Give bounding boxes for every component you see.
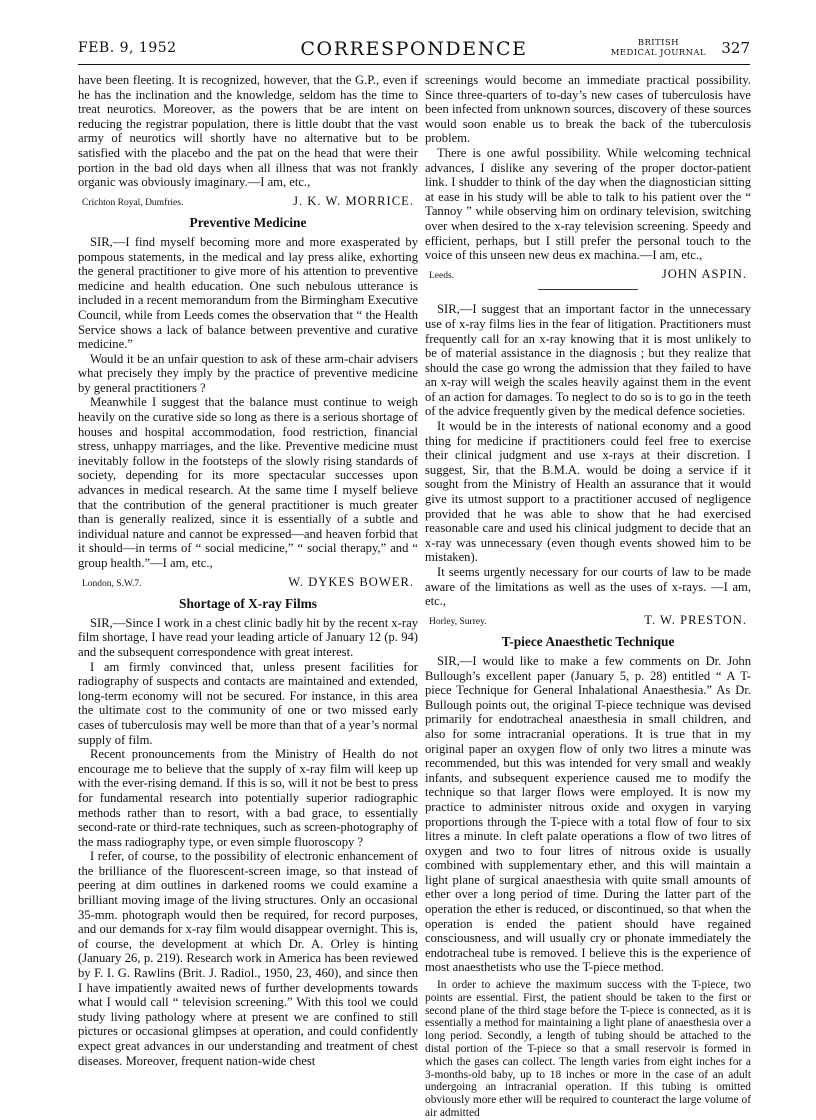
- paragraph: SIR,—I suggest that an important factor in the unnecessary use of x-ray films lies in the fear of litigation. Practitioners must frequently call for an x-ray knowing that it is most unlikely to be of material assistance in the diagnosis ; but they realize that should the case go wrong the admission that they failed to have an x-ray will weigh the scales heavily against them in the event of an action for damages. To neglect to do so is to go in the teeth of the advice frequently given by the medical defence societies.: [425, 302, 751, 419]
- paragraph: have been fleeting. It is recognized, however, that the G.P., even if he has the inclination and the knowledge, seldom has the time to treat neurotics. Moreover, as the powers that be are intent on reducing the registrar population, there is little doubt that the vast army of neurotics will shortly have no alternative but to be satisfied with the placebo and the pat on the head that were their portion in the bad old days when all illness that was not frankly organic was obviously imaginary.—I am, etc.,: [78, 73, 418, 190]
- journal-name-line2: MEDICAL JOURNAL: [610, 48, 706, 58]
- signature-name: W. DYKES BOWER.: [288, 574, 414, 589]
- section-title: CORRESPONDENCE: [300, 38, 528, 60]
- page-number: 327: [721, 39, 750, 57]
- paragraph: SIR,—I would like to make a few comments on Dr. John Bullough’s excellent paper (January 5, p. 28) entitled “ A T-piece Technique for General Inhalational Anaesthesia.” As Dr. Bullough points out, the original T-piece technique was devised primarily for endotracheal anaesthesia in small children, and also for some intracranial operations. It is true that in my original paper an oxygen flow of only two litres a minute was recommended, but this was intended for very small and weakly infants, and subsequent experience caused me to modify the technique so that larger flows were employed. It is now my practice to administer nitrous oxide and oxygen in varying proportions through the T-piece with a total flow of four to six litres a minute. In cleft palate operations a flow of two litres of oxygen and two to four litres of nitrous oxide is usually combined with supplementary ether, and this will maintain a light plane of surgical anaesthesia with quite small amounts of ether over a long period of time. During the latter part of the operation the ether is reduced, or discontinued, so that when the operation is ended the patient should have regained consciousness, and will usually cry or phonate immediately the endotracheal tube is removed. I believe this is the experience of most anaesthetists who use the T-piece method.: [425, 653, 751, 975]
- header-rule: [78, 64, 750, 65]
- signature: [78, 194, 418, 211]
- issue-date: FEB. 9, 1952: [78, 40, 177, 56]
- letter-heading: T-piece Anaesthetic Technique: [501, 634, 675, 650]
- signature: [425, 267, 751, 284]
- signature-name: J. K. W. MORRICE.: [293, 193, 414, 208]
- paragraph: I am firmly convinced that, unless present facilities for radiography of suspects and contacts are maintained and extended, long-term economy will not be secured. For instance, in this area the ultimate cost to the community of one or two missed early cases of tuberculosis may well be more than that of a year’s normal supply of film.: [78, 659, 418, 747]
- paragraph: There is one awful possibility. While welcoming technical advances, I dislike any severing of the proper doctor-patient link. I shudder to think of the day when the diagnostician sitting at ease in his study will be able to talk to his patient over the “ Tannoy ” while observing him on ordinary television, switching over when desired to the x-ray television screening. Speedy and efficient, perhaps, but I still prefer the personal touch to the voice of this unseen new deus ex machina.—I am, etc.,: [425, 145, 751, 263]
- paragraph: Would it be an unfair question to ask of these arm-chair advisers what precisely they imply by the practice of preventive medicine by general practitioners ?: [78, 351, 418, 395]
- signature: [425, 613, 751, 630]
- signature-place: Leeds.: [429, 270, 455, 281]
- signature-name: JOHN ASPIN.: [661, 266, 747, 281]
- right-column: [425, 73, 751, 1120]
- letter-heading: Preventive Medicine: [189, 215, 307, 231]
- paragraph: It seems urgently necessary for our courts of law to be made aware of the limitations as well as the uses of x-rays. —I am, etc.,: [425, 565, 751, 609]
- paragraph: Meanwhile I suggest that the balance must continue to weigh heavily on the curative side so long as there is a serious shortage of houses and hospital accommodation, food restriction, financial stress, unhappy marriages, and the like. Preventive medicine must inevitably follow in the footsteps of the slowly rising standards of society, depending for its more spectacular successes upon advances in medical research. At the same time I myself believe that the contribution of the general practitioner is much greater than is generally realized, since it is essentially of a subtle and individual nature and cannot be expressed—and heaven forbid that it should—in terms of “ social medicine,” “ social therapy,” and “ group health.”—I am, etc.,: [78, 395, 418, 570]
- letter-heading: Shortage of X-ray Films: [179, 596, 317, 612]
- journal-name: [611, 38, 706, 58]
- signature-place: Horley, Surrey.: [429, 616, 487, 627]
- paragraph: Recent pronouncements from the Ministry of Health do not encourage me to believe that the supply of x-ray film will keep up with the ever-rising demand. If this is so, will it not be best to press for fundamental research into potentially superior radiographic methods rather than to resort, with a bad grace, to essentially second-rate or third-rate techniques, such as screen-photography of the mass radiography type, or even simple fluoroscopy ?: [78, 747, 418, 849]
- paragraph: SIR,—Since I work in a chest clinic badly hit by the recent x-ray film shortage, I have read your leading article of January 12 (p. 94) and the subsequent correspondence with great interest.: [78, 615, 418, 659]
- signature-name: T. W. PRESTON.: [644, 612, 747, 627]
- paragraph: I refer, of course, to the possibility of electronic enhancement of the brilliance of the fluorescent-screen image, so that instead of peering at dim outlines in darkened rooms we could examine a brilliant moving image of the living structures. Only an occasional 35-mm. photograph would then be required, for record purposes, and our demands for x-ray film would disappear overnight. This is, of course, the development at which Dr. A. Orley is hinting (January 26, p. 219). Research work in America has been reviewed by F. I. G. Rawlins (Brit. J. Radiol., 1950, 23, 460), and since then I have impatiently awaited news of further developments towards what I would call “ television screening.” With this tool we could study living pathology where at present we are confined to still pictures or occasional glimpses at operation, and could confidently expect great advances in our understanding and treatment of chest diseases. Moreover, frequent nation-wide chest: [78, 849, 418, 1068]
- paragraph: In order to achieve the maximum success with the T-piece, two points are essential. First, the patient should be taken to the first or second plane of the third stage before the T-piece is connected, as it is essentially a method for maintaining a light plane of anaesthesia over a long period. Secondly, a length of tubing should be attached to the distal portion of the T-piece so that a small reservoir is formed in which the gases can collect. The length varies from eight inches for a 3-months-old baby, up to 18 inches or more in the case of an adult undergoing an intracranial operation. If this tubing is omitted obviously more ether will be required to counteract the large volume of air admitted: [425, 979, 751, 1119]
- journal-name-line1: BRITISH: [637, 38, 679, 48]
- paragraph: screenings would become an immediate practical possibility. Since three-quarters of to-day’s new cases of tuberculosis have been infected from unknown sources, discovery of these sources would soon enable us to break the back of the tuberculosis problem.: [425, 73, 751, 146]
- left-column: [78, 73, 418, 1068]
- signature: [78, 575, 418, 592]
- signature-place: Crichton Royal, Dumfries.: [82, 197, 184, 208]
- paragraph: SIR,—I find myself becoming more and more exasperated by pompous statements, in the medical and lay press alike, exhorting the general practitioner to give more of his attention to preventive medicine and health education. One such nebulous utterance is included in a recent memorandum from the Birmingham Executive Council, while from Leeds comes the observation that “ the Health Service shows a lack of balance between preventive and curative medicine.”: [78, 234, 418, 352]
- signature-place: London, S.W.7.: [82, 578, 142, 589]
- paragraph: It would be in the interests of national economy and a good thing for medicine if practitioners could feel free to exercise their clinical judgment and use x-rays at their discretion. I suggest, Sir, that the B.M.A. would be doing a service if it sought from the Ministry of Health an assurance that it would give its utmost support to a practitioner accused of negligence provided that he was able to show that he had exercised reasonable care and used his clinical judgment to decide that an x-ray was unnecessary (even though events showed him to be mistaken).: [425, 419, 751, 565]
